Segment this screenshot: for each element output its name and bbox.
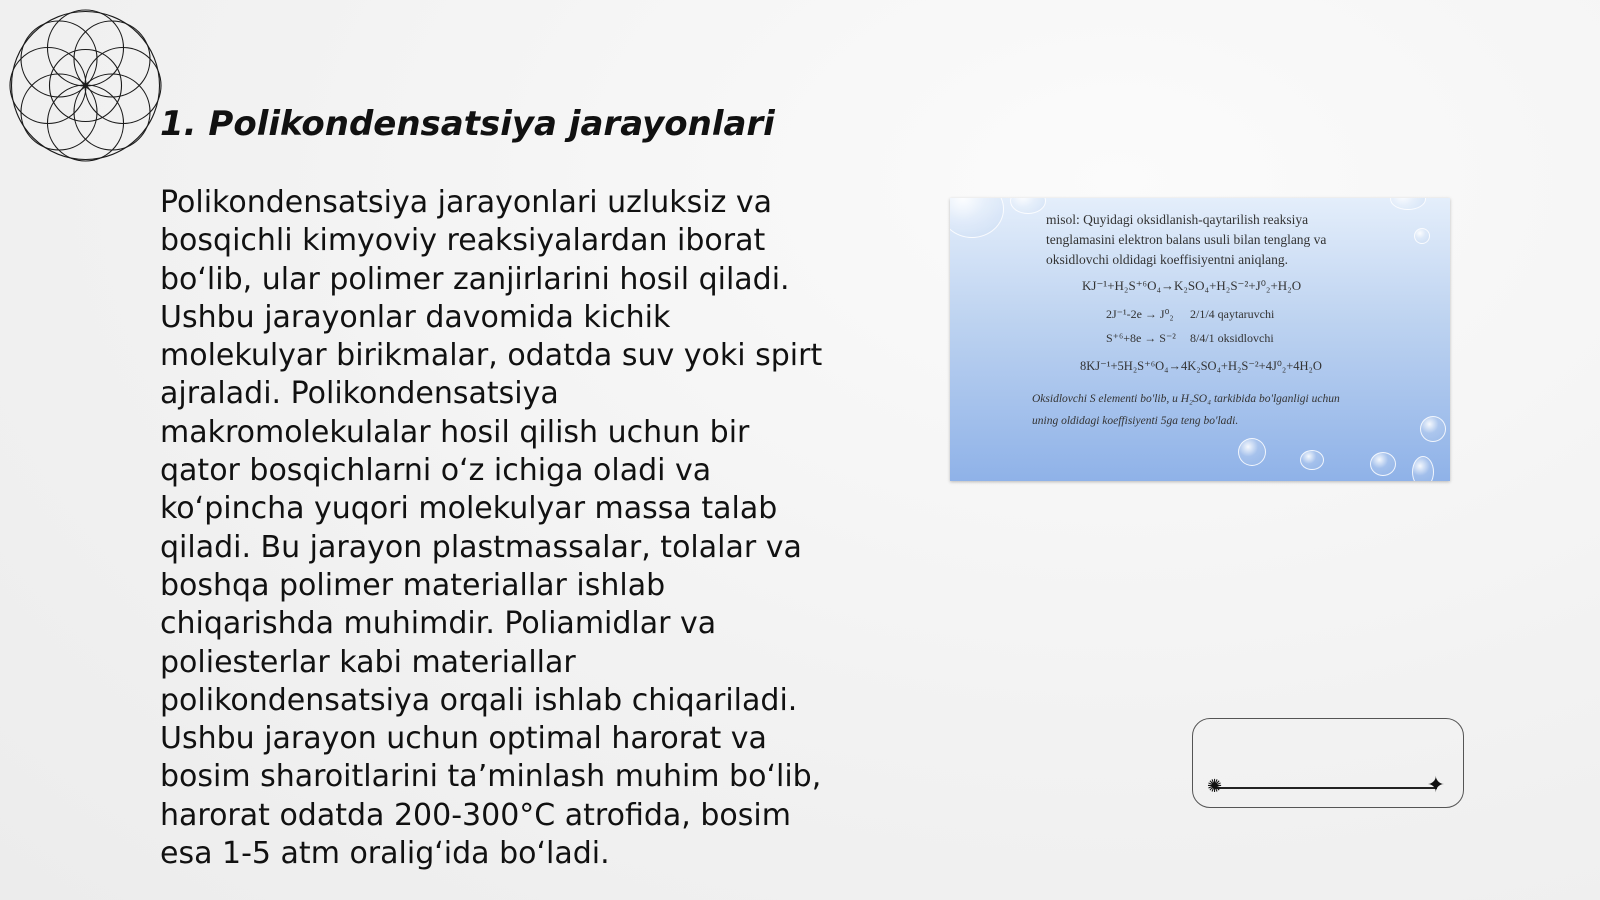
half-reaction-2: S⁺⁶+8e → S⁻²	[1106, 331, 1176, 345]
timeline-box	[1192, 718, 1464, 808]
half-reaction-2-note: 8/4/1 oksidlovchi	[1190, 331, 1274, 345]
spirograph-circles-icon	[8, 8, 163, 163]
cross-star-icon: ✦	[1426, 773, 1445, 798]
timeline-line	[1215, 787, 1437, 789]
half-reaction-1-note: 2/1/4 qaytaruvchi	[1190, 307, 1275, 321]
bubble-decoration	[1010, 198, 1046, 214]
bubble-decoration	[1414, 228, 1430, 244]
bubble-decoration	[1370, 452, 1396, 476]
example-intro-text: misol: Quyidagi oksidlanish-qaytarilish reaksiya tenglamasini elektron balans usuli bilan tenglang va oksidlovchi oldidagi koeffisiyentni aniqlang.	[1046, 212, 1327, 267]
slide-body-text: Polikondensatsiya jarayonlari uzluksiz va bosqichli kimyoviy reaksiyalardan iborat bo‘lib, ular polimer zanjirlarini hosil qiladi. Ushbu jarayonlar davomida kichik molekulyar birikmalar, odatda suv yoki spirt ajraladi. Polikondensatsiya makromolekulalar hosil qilish uchun bir qator bosqichlarni o‘z ichiga oladi va ko‘pincha yuqori molekulyar massa talab qiladi. Bu jarayon plastmassalar, tolalar va boshqa polimer materiallar ishlab chiqarishda muhimdir. Poliamidlar va poliesterlar kabi materiallar polikondensatsiya orqali ishlab chiqariladi. Ushbu jarayon uchun optimal harorat va bosim sharoitlarini ta’minlash muhim bo‘lib, harorat odatda 200-300°C atrofida, bosim esa 1-5 atm oralig‘ida bo‘ladi.	[160, 185, 823, 872]
bubble-decoration	[950, 198, 1004, 238]
reaction-equation: KJ⁻¹+H₂S⁺⁶O₄→K₂SO₄+H₂S⁻²+J⁰₂+H₂O	[1082, 278, 1302, 293]
bubble-decoration	[1390, 198, 1426, 210]
bubble-decoration	[1300, 450, 1324, 470]
bubble-decoration	[1420, 416, 1446, 442]
bubble-decoration	[1238, 438, 1266, 466]
starburst-icon: ✺	[1207, 776, 1223, 797]
half-reaction-1: 2J⁻¹-2e → J⁰₂	[1106, 307, 1174, 321]
balanced-equation: 8KJ⁻¹+5H₂S⁺⁶O₄→4K₂SO₄+H₂S⁻²+4J⁰₂+4H₂O	[1080, 359, 1322, 373]
bubble-decoration	[1412, 456, 1434, 481]
conclusion-note: Oksidlovchi S elementi bo'lib, u H₂SO₄ tarkibida bo'lganligi uchun uning oldidagi koeffisiyenti 5ga teng bo'ladi.	[1032, 393, 1340, 427]
slide-title: 1. Polikondensatsiya jarayonlari	[160, 104, 775, 144]
equation-image-card	[950, 198, 1450, 481]
